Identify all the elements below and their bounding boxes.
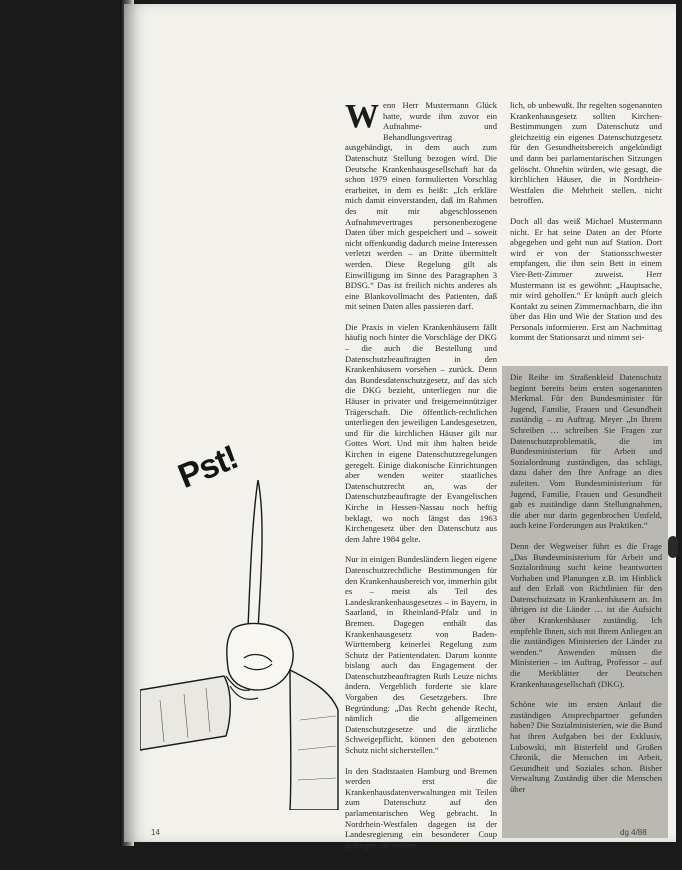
sidebar-paragraph: Schöne wie im ersten Anlauf die zuständigen Ansprechpartner gefunden haben? Die Sozialministerien, wie die Bund hat ihren Aufgaben bei der Exklusiv, Lubowski, mit Bisterfeld und Großen Chronik, die Menschen im Arbeit, Gesundheit und Soziales schon. Bisher Verwaltung Zuständig über die Menschen über	[510, 699, 662, 794]
drop-cap: W	[345, 100, 379, 135]
issue-label: dg 4/88	[620, 828, 647, 837]
sidebar-column	[510, 372, 662, 838]
article-paragraph: In den Stadtstaaten Hamburg und Bremen werden erst die Krankenhausdatenverwaltungen mit Teilen zum Datenschutz auf den parlamentarischen Weg gebracht. In Nordrhein-Westfalen dagegen ist der Landesregierung ein besonderer Coup gelungen, ob willent-	[345, 765, 497, 850]
illustration-hands	[140, 480, 340, 810]
article-paragraph: Wenn Herr Mustermann Glück hatte, wurde ihm zuvor ein Aufnahme- und Behandlungsvertrag ausgehändigt, in dem auch zum Datenschutz Stellung bezogen wird. Die Deutsche Krankenhausgesellschaft hat da schon 1979 einen formulierten Vorschlag erarbeitet, in dem es heißt: „Ich erkläre mich damit einverstanden, daß im Rahmen des mit mir abgeschlossenen Aufnahmevertrages personenbezogene Daten über mich gespeichert und – soweit nicht offenkundig dadurch meine Interessen verletzt werden – an Dritte übermittelt werden. Diese Regelung gilt als Einwilligung im Sinne des Paragraphen 3 BDSG.“ Das ist freilich nichts anderes als eine Blankovollmacht des Patienten, daß mit seinen Daten alles passieren darf.	[345, 100, 497, 312]
article-column-1	[345, 100, 497, 870]
finger-drawing	[248, 480, 262, 630]
page-number: 14	[151, 828, 160, 837]
sidebar-paragraph: Denn der Wegweiser führt es die Frage „Das Bundesministerium für Arbeit und Sozialordnung sucht keine beantworten Vorhaben und Planungen z.B. im Hinblick auf den Erlaß von Richtlinien für den Datenschutzsatz in Krankenhäusern an. Im übrigen ist die Länder … ist die Aufsicht über Krankenhäuser zuständig. Ich empfehle Ihnen, sich mit Ihrem Anliegen an die zuständigen Ministerien der Länder zu wenden.“ Anwenden müssen die Ministerien – im Auftrag, Professor – auf die Merkblätter der Deutschen Krankenhausgesellschaft (DKG).	[510, 540, 662, 689]
article-column-2	[510, 100, 662, 358]
article-paragraph: Nur in einigen Bundesländern liegen eigene Datenschutzrechtliche Bestimmungen für den Krankenhausbereich vor, immerhin gibt es – meist als Teil des Landeskrankenhausgesetzes – in Bayern, in Saarland, in Rheinland-Pfalz und in Bremen. Dagegen enthält das Krankenhausgesetz von Baden-Württemberg keinerlei Regelung zum Schutz der Patientendaten. Darum konnte bislang auch das Engagement der Datenschutzbeauftragten Ruth Leuze nichts ändern. Vergeblich forderte sie klare Vorgaben des Gesetzgebers. Ihre Begründung: „Das Recht gehende Recht, nämlich die allgemeinen Datenschutzgesetze und die ärztliche Schweigepflicht, können den gebotenen Schutz nicht sicherstellen.“	[345, 554, 497, 756]
article-paragraph: Doch all das weiß Michael Mustermann nicht. Er hat seine Daten an der Pforte abgegeben und geht nun auf Station. Dort wird er von der Stationsschwester empfangen, die ihm sein Bett in einem Vier-Bett-Zimmer zuweist. Herr Mustermann ist es gewöhnt: „Hauptsache, mir wird geholfen.“ Er knüpft auch gleich Kontakt zu seinen Zimmernachbarn, die ihn über das Hin und Wie der Station und des Personals informieren. Erst am Nachmittag kommt der Stationsarzt und nimmt sei-	[510, 215, 662, 343]
punch-hole	[668, 536, 678, 558]
left-sleeve-drawing	[140, 676, 230, 750]
illustration-headline: Pst!	[172, 438, 243, 496]
article-paragraph: Die Praxis in vielen Krankenhäusern fällt häufig noch hinter die Vorschläge der DKG – die auch die Bestellung und Datenschutzbeauftragten in den Krankenhäusern vorsehen – zurück. Denn das Bundesdatenschutzgesetz, auf das sich die DKG bezieht, unterliegen nur die Häuser in privater und freigemeinnütziger Trägerschaft. Die öffentlich-rechtlichen unterliegen den jeweiligen Landesgesetzen, und für die kirchlichen Häuser gilt nur Gottes Wort. Und mit ihm halten beide Kirchen in eigene Datenschutzregelungen geregelt. Einige diakonische Einrichtungen aber wenden weiter staatliches Datenschutzrecht an, was der Datenschutzbeauftragte der Evangelischen Kirche in Hessen-Nassau noch heftig beklagt, wo noch längst das 1963 Kirchengesetz über den Datenschutz aus dem Jahre 1984 gelte.	[345, 321, 497, 544]
sidebar-box	[502, 366, 668, 838]
sidebar-paragraph: Die Reihe im Straßenkleid Datenschutz beginnt bereits beim ersten sogenannten Merkmal. Für den Bundesminister für Jugend, Familie, Frauen und Gesundheit zuständig – zu Auftrag. Meyer „In Ihrem Schreiben … schreiben Sie Fragen zur Datenschutzproblematik, die im Bundesministerium für Arbeit und Sozialordnung zuständigen, das schlägt, dazu daher den Ihre Anfrage an dies zuleiten. Vom Bundesministerium für Jugend, Familie, Frauen und Gesundheit gab es zuständige dann Stellungnahmen, die aber nur darin gegenbrochen Umfeld, auch keine Forderungen aus Praktiken.“	[510, 372, 662, 531]
right-arm-drawing	[290, 670, 338, 810]
hand-drawing	[227, 623, 293, 689]
article-paragraph: lich, ob unbewußt. Ihr regelten sogenannten Krankenhausgesetz sollten Kirchen-Bestimmungen zum Datenschutz und gleichzeitig ein eigenes Datenschutzgesetz für den Gesundheitsbereich angekündigt und dann bei parlamentarischen Sitzungen gelöscht. Ohnehin würden, wie gesagt, die kirchlichen Häuser, die in Nordrhein-Westfalen die Mehrheit stellen, nicht betroffen.	[510, 100, 662, 206]
